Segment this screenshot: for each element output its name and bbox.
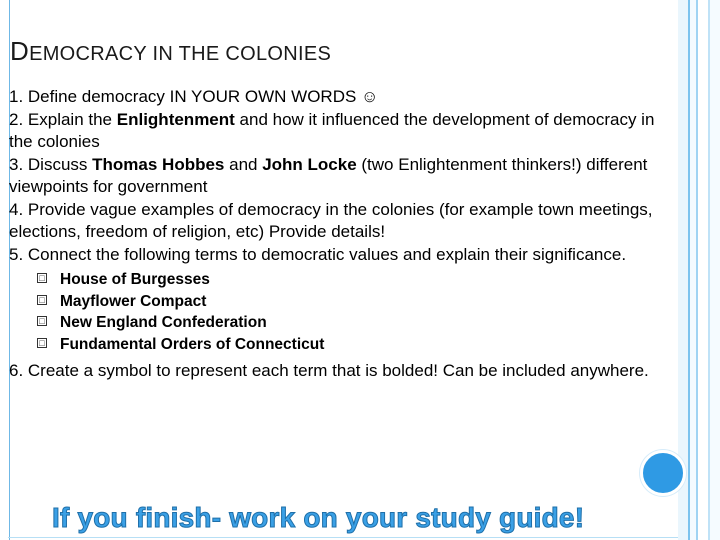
footer-reminder: If you finish- work on your study guide! [52, 502, 585, 533]
item-3 [9, 154, 677, 199]
term-item [9, 291, 677, 313]
square-bullet-icon: □ [37, 316, 47, 326]
term-label: New England Confederation [60, 314, 267, 331]
term-item [9, 312, 677, 334]
item-text: and [224, 154, 263, 174]
blue-circle-decoration [640, 450, 686, 496]
bold-term: Thomas Hobbes [92, 154, 225, 174]
title-first-letter: D [10, 36, 30, 66]
item-text: 2. Explain the [9, 109, 117, 129]
item-text: and how it influenced the development of democracy in the colonies [9, 109, 655, 151]
item-text: 1. Define democracy IN YOUR OWN WORDS ☺ [9, 87, 379, 106]
item-text: (two Enlightenment thinkers!) different viewpoints for government [9, 154, 648, 196]
item-2 [9, 109, 677, 154]
slide-title [10, 36, 331, 67]
bold-term: Enlightenment [116, 109, 235, 129]
term-label: Fundamental Orders of Connecticut [60, 335, 325, 353]
item-6: 6. Create a symbol to represent each term that is bolded! Can be included anywhere. [9, 361, 649, 380]
term-label: Mayflower Compact [60, 292, 207, 310]
terms-list [9, 269, 677, 355]
bottom-border-rule [8, 537, 678, 538]
item-text: 5. Connect the following terms to democratic values and explain their significance. [9, 244, 627, 264]
item-4 [9, 199, 677, 244]
slide-body [9, 86, 677, 383]
bold-term: John Locke [262, 154, 357, 174]
right-decorative-band [678, 0, 720, 540]
item-1 [9, 86, 677, 109]
square-bullet-icon: □ [37, 295, 47, 305]
title-rest: EMOCRACY IN THE COLONIES [29, 43, 332, 65]
term-label: House of Burgesses [60, 271, 210, 288]
item-5 [9, 244, 677, 267]
item-text: 3. Discuss [9, 154, 93, 174]
square-bullet-icon: □ [37, 338, 47, 348]
item-text: 4. Provide vague examples of democracy in the colonies (for example town meetings, elections, freedom of religion, etc) Provide details! [9, 199, 653, 241]
term-item [9, 334, 677, 356]
term-item [9, 269, 677, 291]
square-bullet-icon: □ [37, 273, 47, 283]
